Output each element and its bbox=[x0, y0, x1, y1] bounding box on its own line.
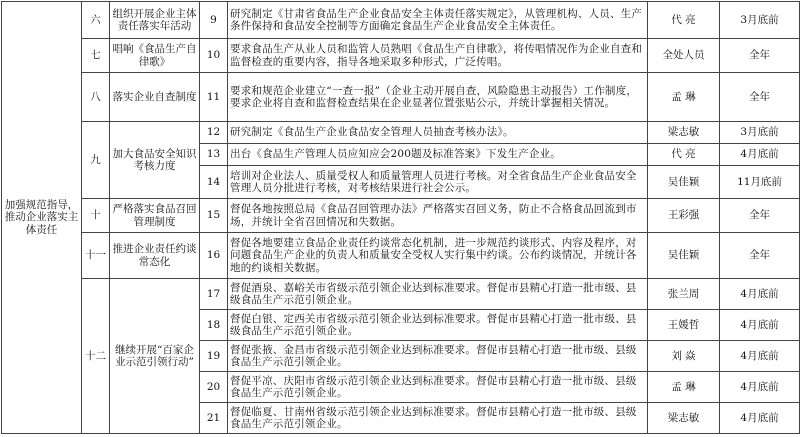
deadline-cell: 3月底前 bbox=[720, 122, 800, 144]
owner-cell: 代 亮 bbox=[648, 2, 720, 39]
table-row bbox=[2, 233, 800, 279]
group-number: 八 bbox=[82, 73, 110, 122]
group-number: 九 bbox=[82, 122, 110, 199]
owner-cell: 张兰周 bbox=[648, 279, 720, 310]
item-number: 11 bbox=[200, 73, 228, 122]
table-row bbox=[2, 73, 800, 122]
item-number: 17 bbox=[200, 279, 228, 310]
deadline-cell: 3月底前 bbox=[720, 2, 800, 39]
item-number: 16 bbox=[200, 233, 228, 279]
category-cell: 加强规范指导，推动企业落实主体责任 bbox=[2, 2, 82, 434]
table-row bbox=[2, 199, 800, 233]
item-number: 19 bbox=[200, 341, 228, 372]
deadline-cell: 4月底前 bbox=[720, 279, 800, 310]
measure-cell: 唱响《食品生产自律歌》 bbox=[110, 39, 200, 73]
group-number: 十一 bbox=[82, 233, 110, 279]
group-number: 六 bbox=[82, 2, 110, 39]
measure-cell: 组织开展企业主体责任落实年活动 bbox=[110, 2, 200, 39]
owner-cell: 吴佳颖 bbox=[648, 233, 720, 279]
measure-cell: 推进企业责任约谈常态化 bbox=[110, 233, 200, 279]
table-row bbox=[2, 122, 800, 144]
item-number: 9 bbox=[200, 2, 228, 39]
content-cell: 研究制定《甘肃省食品生产企业食品安全主体责任落实规定》，从管理机构、人员、生产条件保持和食品安全控制等方面确定食品生产企业食品安全主体责任。 bbox=[228, 2, 648, 39]
owner-cell: 王媛哲 bbox=[648, 310, 720, 341]
deadline-cell: 4月底前 bbox=[720, 144, 800, 166]
owner-cell: 梁志敏 bbox=[648, 122, 720, 144]
group-number: 十二 bbox=[82, 279, 110, 434]
group-number: 七 bbox=[82, 39, 110, 73]
item-number: 21 bbox=[200, 403, 228, 434]
owner-cell: 刘 焱 bbox=[648, 341, 720, 372]
owner-cell: 代 亮 bbox=[648, 144, 720, 166]
content-cell: 督促平凉、庆阳市省级示范引领企业达到标准要求。督促市县精心打造一批市级、县级食品生产示范引领企业。 bbox=[228, 372, 648, 403]
table-row bbox=[2, 279, 800, 310]
owner-cell: 吴佳颖 bbox=[648, 166, 720, 199]
group-number: 十 bbox=[82, 199, 110, 233]
content-cell: 要求和规范企业建立“一查一报”（企业主动开展自查，风险隐患主动报告）工作制度，要求企业将自查和监督检查结果在企业显著位置张贴公示，并统计掌握相关情况。 bbox=[228, 73, 648, 122]
content-cell: 要求食品生产从业人员和监管人员熟唱《食品生产自律歌》，将传唱情况作为企业自查和监督检查的重要内容，指导各地采取多种形式，广泛传唱。 bbox=[228, 39, 648, 73]
owner-cell: 孟 琳 bbox=[648, 372, 720, 403]
content-cell: 督促各地要建立食品企业责任约谈常态化机制，进一步规范约谈形式、内容及程序，对问题食品生产企业的负责人和质量安全受权人实行集中约谈。公布约谈情况，并统计各地的约谈相关数据。 bbox=[228, 233, 648, 279]
measure-cell: 继续开展“百家企业示范引领行动” bbox=[110, 279, 200, 434]
deadline-cell: 全年 bbox=[720, 233, 800, 279]
deadline-cell: 全年 bbox=[720, 199, 800, 233]
measure-cell: 加大食品安全知识考核力度 bbox=[110, 122, 200, 199]
deadline-cell: 4月底前 bbox=[720, 341, 800, 372]
deadline-cell: 4月底前 bbox=[720, 403, 800, 434]
deadline-cell: 全年 bbox=[720, 39, 800, 73]
measure-cell: 落实企业自查制度 bbox=[110, 73, 200, 122]
measure-cell: 严格落实食品召回管理制度 bbox=[110, 199, 200, 233]
content-cell: 培训对企业法人、质量受权人和质量管理人员进行考核。对全省食品生产企业食品安全管理人员分批进行考核，对考核结果进行社会公示。 bbox=[228, 166, 648, 199]
task-table bbox=[1, 1, 800, 434]
content-cell: 督促临夏、甘南州省级示范引领企业达到标准要求。督促市县精心打造一批市级、县级食品生产示范引领企业。 bbox=[228, 403, 648, 434]
item-number: 10 bbox=[200, 39, 228, 73]
table-row bbox=[2, 39, 800, 73]
content-cell: 督促酒泉、嘉峪关市省级示范引领企业达到标准要求。督促市县精心打造一批市级、县级食品生产示范引领企业。 bbox=[228, 279, 648, 310]
table-row bbox=[2, 2, 800, 39]
content-cell: 督促各地按照总局《食品召回管理办法》严格落实召回义务，防止不合格食品回流到市场，并统计全省召回情况和失数据。 bbox=[228, 199, 648, 233]
content-cell: 研究制定《食品生产企业食品安全管理人员抽查考核办法》。 bbox=[228, 122, 648, 144]
owner-cell: 梁志敏 bbox=[648, 403, 720, 434]
item-number: 18 bbox=[200, 310, 228, 341]
content-cell: 督促白银、定西关市省级示范引领企业达到标准要求。督促市县精心打造一批市级、县级食品生产示范引领企业。 bbox=[228, 310, 648, 341]
content-cell: 督促张掖、金昌市省级示范引领企业达到标准要求。督促市县精心打造一批市级、县级食品生产示范引领企业。 bbox=[228, 341, 648, 372]
deadline-cell: 4月底前 bbox=[720, 310, 800, 341]
deadline-cell: 4月底前 bbox=[720, 372, 800, 403]
item-number: 14 bbox=[200, 166, 228, 199]
deadline-cell: 全年 bbox=[720, 73, 800, 122]
deadline-cell: 11月底前 bbox=[720, 166, 800, 199]
owner-cell: 全处人员 bbox=[648, 39, 720, 73]
owner-cell: 王彩强 bbox=[648, 199, 720, 233]
item-number: 15 bbox=[200, 199, 228, 233]
owner-cell: 孟 琳 bbox=[648, 73, 720, 122]
item-number: 13 bbox=[200, 144, 228, 166]
content-cell: 出台《食品生产管理人员应知应会200题及标准答案》下发生产企业。 bbox=[228, 144, 648, 166]
item-number: 12 bbox=[200, 122, 228, 144]
item-number: 20 bbox=[200, 372, 228, 403]
